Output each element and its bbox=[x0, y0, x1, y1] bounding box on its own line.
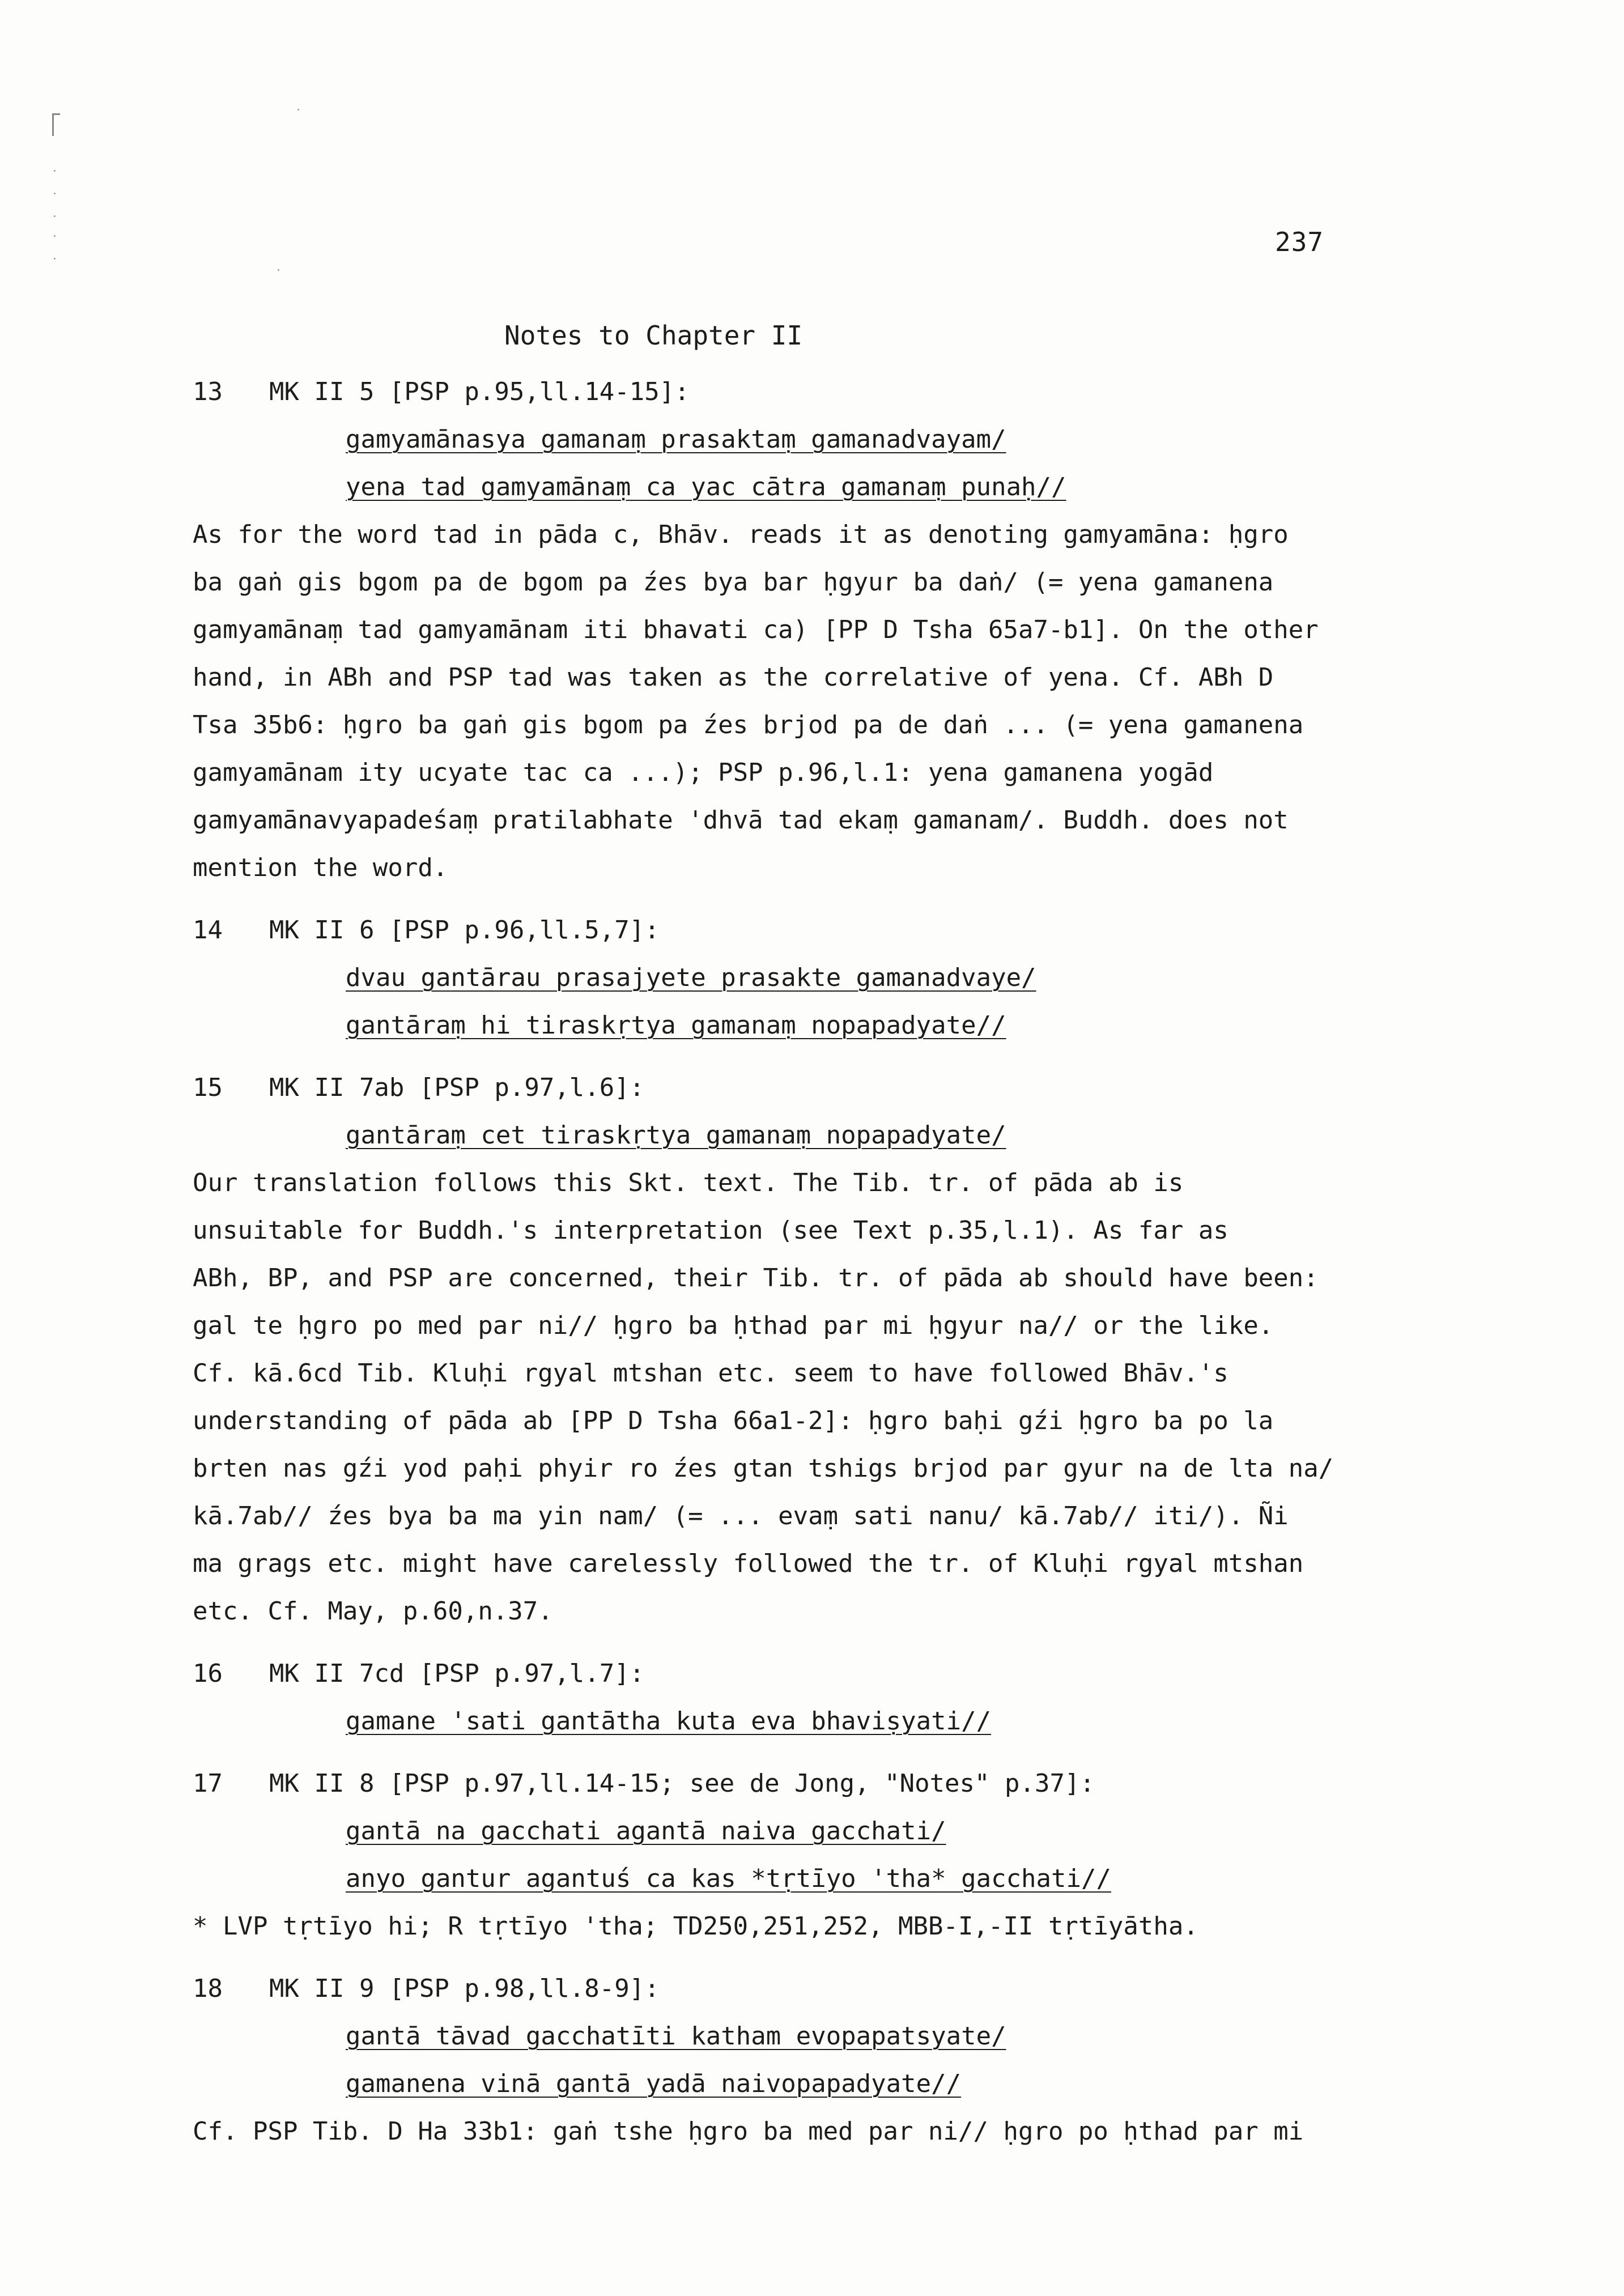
notes-content bbox=[193, 368, 1541, 2155]
note bbox=[193, 1064, 1541, 1635]
note bbox=[193, 907, 1541, 1049]
page-number: 237 bbox=[1275, 227, 1324, 257]
note-text-line: etc. Cf. May, p.60,n.37. bbox=[193, 1597, 553, 1626]
verse-line: anyo gantur agantuś ca kas *tṛtīyo 'tha* gacchati// bbox=[346, 1864, 1112, 1893]
note-text-line: Cf. kā.6cd Tib. Kluḥi rgyal mtshan etc. seem to have followed Bhāv.'s bbox=[193, 1359, 1228, 1388]
note-number: 16 bbox=[193, 1659, 223, 1688]
verse-line: dvau gantārau prasajyete prasakte gamanadvaye/ bbox=[346, 963, 1036, 992]
note-text-line: As for the word tad in pāda c, Bhāv. reads it as denoting gamyamāna: ḥgro bbox=[193, 520, 1289, 549]
note bbox=[193, 1965, 1541, 2155]
note-reference: MK II 6 [PSP p.96,ll.5,7]: bbox=[269, 916, 660, 945]
note-text-line: gamyamānam ity ucyate tac ca ...); PSP p.96,l.1: yena gamanena yogād bbox=[193, 758, 1214, 787]
scan-mark bbox=[52, 113, 54, 136]
scan-dot bbox=[297, 109, 299, 110]
note bbox=[193, 1650, 1541, 1745]
note-text-line: mention the word. bbox=[193, 853, 448, 882]
footnote-line: * LVP tṛtīyo hi; R tṛtīyo 'tha; TD250,251,252, MBB-I,-II tṛtīyātha. bbox=[193, 1912, 1198, 1941]
note-number: 13 bbox=[193, 377, 223, 406]
note-text-line: brten nas gźi yod paḥi phyir ro źes gtan tshigs brjod par gyur na de lta na/ bbox=[193, 1454, 1334, 1483]
note-reference: MK II 9 [PSP p.98,ll.8-9]: bbox=[269, 1974, 660, 2003]
verse-line: yena tad gamyamānaṃ ca yac cātra gamanaṃ punaḥ// bbox=[346, 473, 1066, 501]
scan-dot bbox=[278, 269, 279, 271]
verse-line: gantā tāvad gacchatīti katham evopapatsyate/ bbox=[346, 2022, 1006, 2051]
page-title: Notes to Chapter II bbox=[504, 320, 803, 351]
verse-line: gamane 'sati gantātha kuta eva bhaviṣyati// bbox=[346, 1707, 992, 1736]
scan-mark bbox=[52, 113, 60, 115]
note bbox=[193, 1760, 1541, 1950]
note-text-line: gamyamānaṃ tad gamyamānam iti bhavati ca) [PP D Tsha 65a7-b1]. On the other bbox=[193, 615, 1319, 644]
note-text-line: ABh, BP, and PSP are concerned, their Tib. tr. of pāda ab should have been: bbox=[193, 1264, 1319, 1292]
note-text-line: gamyamānavyapadeśaṃ pratilabhate 'dhvā tad ekaṃ gamanam/. Buddh. does not bbox=[193, 806, 1289, 835]
scan-dot bbox=[54, 170, 56, 172]
verse-line: gantāraṃ cet tiraskṛtya gamanaṃ nopapadyate/ bbox=[346, 1121, 1006, 1150]
scan-dot bbox=[54, 193, 56, 194]
note-text-line: Our translation follows this Skt. text. The Tib. tr. of pāda ab is bbox=[193, 1168, 1184, 1197]
scan-dot bbox=[54, 215, 56, 217]
note-text-line: kā.7ab// źes bya ba ma yin nam/ (= ... evaṃ sati nanu/ kā.7ab// iti/). Ñi bbox=[193, 1502, 1289, 1530]
scan-dot bbox=[54, 258, 56, 260]
note-number: 18 bbox=[193, 1974, 223, 2003]
note-text-line: Cf. PSP Tib. D Ha 33b1: gaṅ tshe ḥgro ba med par ni// ḥgro po ḥthad par mi bbox=[193, 2117, 1304, 2146]
note-number: 15 bbox=[193, 1073, 223, 1102]
note-text-line: ma grags etc. might have carelessly followed the tr. of Kluḥi rgyal mtshan bbox=[193, 1549, 1304, 1578]
verse-line: gamyamānasya gamanaṃ prasaktaṃ gamanadvayam/ bbox=[346, 425, 1006, 454]
note-text-line: unsuitable for Buddh.'s interpretation (see Text p.35,l.1). As far as bbox=[193, 1216, 1228, 1245]
note-reference: MK II 8 [PSP p.97,ll.14-15; see de Jong, "Notes" p.37]: bbox=[269, 1769, 1095, 1798]
note-text-line: understanding of pāda ab [PP D Tsha 66a1-2]: ḥgro baḥi gźi ḥgro ba po la bbox=[193, 1406, 1274, 1435]
note-text-line: hand, in ABh and PSP tad was taken as the correlative of yena. Cf. ABh D bbox=[193, 663, 1274, 692]
note-text-line: ba gaṅ gis bgom pa de bgom pa źes bya bar ḥgyur ba daṅ/ (= yena gamanena bbox=[193, 568, 1274, 597]
note bbox=[193, 368, 1541, 892]
note-reference: MK II 7cd [PSP p.97,l.7]: bbox=[269, 1659, 645, 1688]
verse-line: gamanena vinā gantā yadā naivopapadyate// bbox=[346, 2069, 962, 2098]
scan-dot bbox=[54, 235, 56, 237]
note-text-line: gal te ḥgro po med par ni// ḥgro ba ḥthad par mi ḥgyur na// or the like. bbox=[193, 1311, 1274, 1340]
verse-line: gantā na gacchati agantā naiva gacchati/ bbox=[346, 1817, 946, 1846]
verse-line: gantāraṃ hi tiraskṛtya gamanaṃ nopapadyate// bbox=[346, 1011, 1006, 1040]
note-number: 14 bbox=[193, 916, 223, 945]
note-text-line: Tsa 35b6: ḥgro ba gaṅ gis bgom pa źes brjod pa de daṅ ... (= yena gamanena bbox=[193, 711, 1304, 739]
note-reference: MK II 5 [PSP p.95,ll.14-15]: bbox=[269, 377, 690, 406]
note-number: 17 bbox=[193, 1769, 223, 1798]
note-reference: MK II 7ab [PSP p.97,l.6]: bbox=[269, 1073, 645, 1102]
